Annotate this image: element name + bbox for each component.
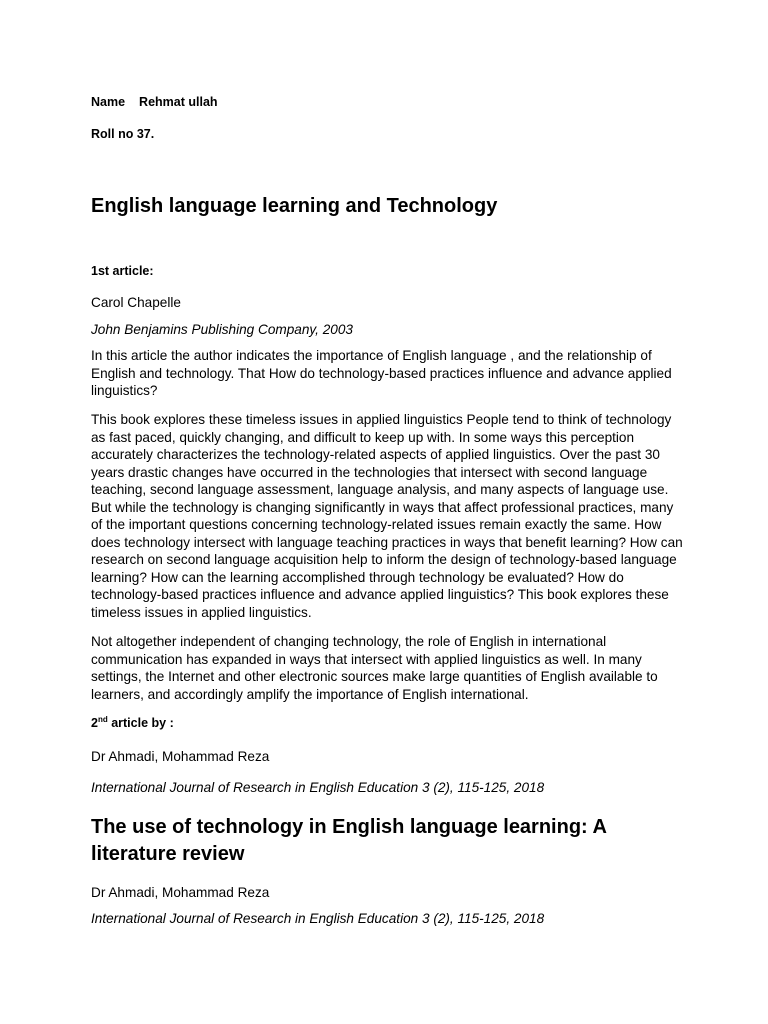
article2-label-sup: nd: [97, 715, 108, 724]
article2-title: The use of technology in English language learning: A literature review: [91, 816, 607, 865]
article2-label-rest: article by :: [107, 716, 174, 730]
roll-number: Roll no 37.: [91, 127, 155, 141]
article2-author: Dr Ahmadi, Mohammad Reza: [91, 749, 270, 764]
article1-paragraph-1: In this article the author indicates the importance of English language , and the relationship of English and technology. That How do technology-based practices influence and advance applied linguistics?: [91, 348, 672, 398]
article1-paragraph-2: This book explores these timeless issues in applied linguistics People tend to think of technology as fast paced, quickly changing, and difficult to keep up with. In some ways this perception accurately characterizes the technology-related aspects of applied linguistics. Over the past 30 years drastic changes have occurred in the technologies that intersect with second language teaching, second language assessment, language analysis, and many aspects of language use. But while the technology is changing significantly in ways that affect professional practices, many of the important questions concerning technology-related issues remain exactly the same. How does technology intersect with language teaching practices in ways that benefit learning? How can research on second language acquisition help to inform the design of technology-based language learning? How can the learning accomplished through technology be evaluated? How do technology-based practices influence and advance applied linguistics? This book explores these timeless issues in applied linguistics.: [91, 412, 683, 620]
article2-label-number: 2: [91, 716, 98, 730]
article1-label: 1st article:: [91, 264, 154, 278]
article1-paragraph-3: Not altogether independent of changing technology, the role of English in international communication has expanded in ways that intersect with applied linguistics as well. In many settings, the Internet and other electronic sources make large quantities of English available to learners, and accordingly amplify the importance of English international.: [91, 634, 658, 702]
name-label: Name: [91, 95, 126, 109]
name-value: Rehmat ullah: [139, 95, 218, 109]
article2-label: [91, 716, 174, 730]
article2-author-repeat: Dr Ahmadi, Mohammad Reza: [91, 885, 270, 900]
article1-author: Carol Chapelle: [91, 295, 181, 310]
article2-journal: International Journal of Research in English Education 3 (2), 115-125, 2018: [91, 780, 545, 795]
article1-publisher: John Benjamins Publishing Company, 2003: [91, 322, 353, 337]
student-name-line: [91, 95, 218, 109]
main-title: English language learning and Technology: [91, 195, 498, 217]
article2-journal-repeat: International Journal of Research in English Education 3 (2), 115-125, 2018: [91, 911, 545, 926]
